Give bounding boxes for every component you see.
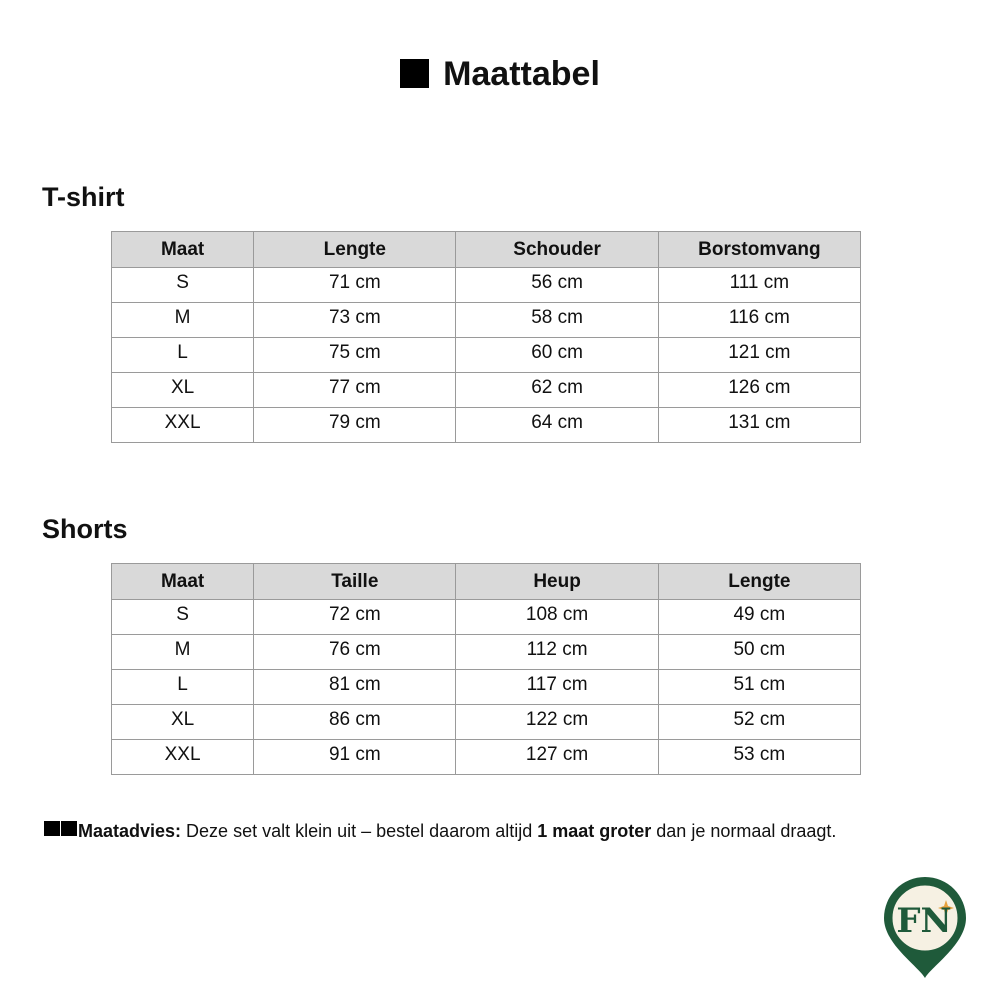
table-cell: XXL [112, 740, 254, 775]
table-cell: XXL [112, 408, 254, 443]
table-row [112, 303, 861, 338]
table-cell: 49 cm [658, 600, 860, 635]
advice-emphasis: 1 maat groter [537, 821, 652, 841]
column-header: Borstomvang [658, 232, 860, 268]
page-title-text: Maattabel [443, 55, 600, 93]
shorts-size-table [111, 563, 861, 775]
table-cell: 91 cm [254, 740, 456, 775]
table-cell: 77 cm [254, 373, 456, 408]
tshirt-section-title: T-shirt [42, 182, 125, 212]
table-cell: L [112, 670, 254, 705]
table-cell: 75 cm [254, 338, 456, 373]
table-cell: 73 cm [254, 303, 456, 338]
table-cell: S [112, 268, 254, 303]
table-cell: 86 cm [254, 705, 456, 740]
table-cell: 131 cm [658, 408, 860, 443]
table-cell: 79 cm [254, 408, 456, 443]
table-cell: 60 cm [456, 338, 658, 373]
table-cell: 112 cm [456, 635, 658, 670]
column-header: Heup [456, 564, 658, 600]
black-square-icon [44, 821, 60, 836]
table-cell: 81 cm [254, 670, 456, 705]
table-cell: 121 cm [658, 338, 860, 373]
table-cell: 76 cm [254, 635, 456, 670]
column-header: Maat [112, 564, 254, 600]
table-cell: 108 cm [456, 600, 658, 635]
table-cell: 117 cm [456, 670, 658, 705]
advice-label: Maatadvies: [78, 821, 182, 841]
size-advice [44, 818, 836, 844]
table-header-row [112, 564, 861, 600]
column-header: Schouder [456, 232, 658, 268]
table-cell: L [112, 338, 254, 373]
table-cell: XL [112, 705, 254, 740]
table-cell: M [112, 635, 254, 670]
table-cell: 52 cm [658, 705, 860, 740]
advice-text-before: Deze set valt klein uit – bestel daarom altijd [181, 821, 538, 841]
black-square-icon [61, 821, 77, 836]
table-cell: 72 cm [254, 600, 456, 635]
logo-text: FN [896, 901, 952, 941]
table-row [112, 740, 861, 775]
table-row [112, 670, 861, 705]
table-row [112, 600, 861, 635]
table-cell: 127 cm [456, 740, 658, 775]
table-row [112, 705, 861, 740]
table-cell: 122 cm [456, 705, 658, 740]
black-square-icon [400, 59, 429, 88]
advice-text-after: dan je normaal draagt. [651, 821, 837, 841]
column-header: Maat [112, 232, 254, 268]
brand-logo [880, 874, 970, 982]
table-cell: 50 cm [658, 635, 860, 670]
table-cell: 53 cm [658, 740, 860, 775]
table-row [112, 373, 861, 408]
table-cell: M [112, 303, 254, 338]
table-cell: S [112, 600, 254, 635]
shorts-section-title: Shorts [42, 514, 128, 544]
table-cell: 111 cm [658, 268, 860, 303]
table-cell: 58 cm [456, 303, 658, 338]
table-row [112, 408, 861, 443]
page-title [0, 52, 1000, 96]
table-cell: 62 cm [456, 373, 658, 408]
table-row [112, 268, 861, 303]
table-cell: XL [112, 373, 254, 408]
table-cell: 116 cm [658, 303, 860, 338]
table-cell: 56 cm [456, 268, 658, 303]
tshirt-size-table [111, 231, 861, 443]
table-cell: 126 cm [658, 373, 860, 408]
column-header: Lengte [254, 232, 456, 268]
column-header: Taille [254, 564, 456, 600]
table-row [112, 338, 861, 373]
table-header-row [112, 232, 861, 268]
table-cell: 71 cm [254, 268, 456, 303]
table-cell: 51 cm [658, 670, 860, 705]
table-row [112, 635, 861, 670]
table-cell: 64 cm [456, 408, 658, 443]
column-header: Lengte [658, 564, 860, 600]
